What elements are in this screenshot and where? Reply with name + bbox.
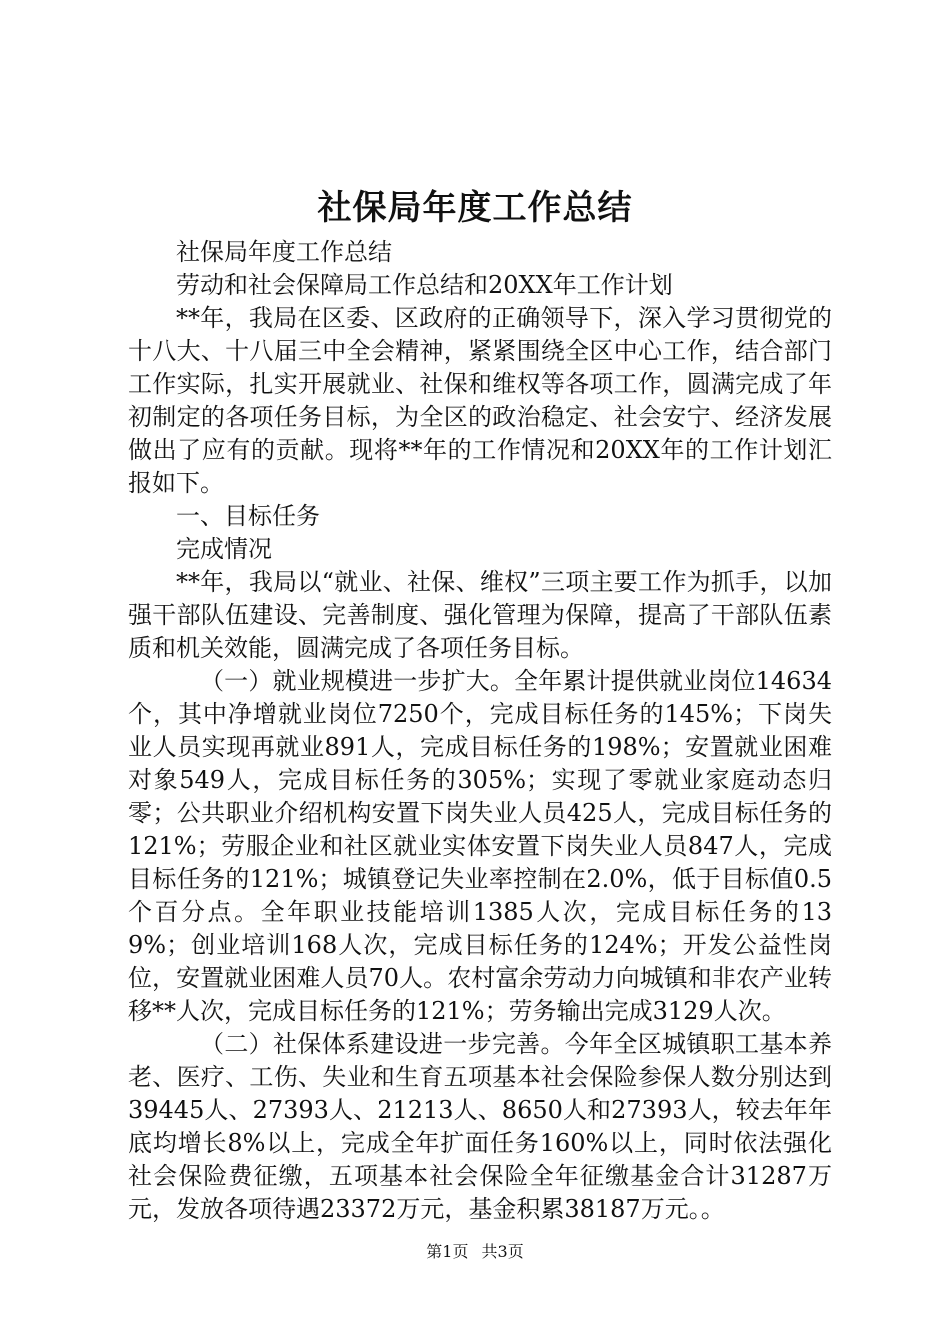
paragraph-overview: **年，我局以“就业、社保、维权”三项主要工作为抓手，以加强干部队伍建设、完善制度、强化管理为保障，提高了干部队伍素质和机关效能，圆满完成了各项任务目标。 bbox=[128, 568, 832, 662]
paragraph-employment: （一）就业规模进一步扩大。全年累计提供就业岗位14634个，其中净增就业岗位7250个，完成目标任务的145%；下岗失业人员实现再就业891人，完成目标任务的198%；安置就业困难对象549人，完成目标任务的305%；实现了零就业家庭动态归零；公共职业介绍机构安置下岗失业人员425人，完成目标任务的121%；劳服企业和社区就业实体安置下岗失业人员847人，完成目标任务的121%；城镇登记失业率控制在2.0%，低于目标值0.5个百分点。全年职业技能培训1385人次，完成目标任务的139%；创业培训168人次，完成目标任务的124%；开发公益性岗位，安置就业困难人员70人。农村富余劳动力向城镇和非农产业转移**人次，完成目标任务的121%；劳务输出完成3129人次。 bbox=[128, 667, 832, 1025]
section-heading-targets: 一、目标任务 bbox=[176, 502, 320, 530]
document-body bbox=[128, 236, 832, 1226]
paragraph-social-security: （二）社保体系建设进一步完善。今年全区城镇职工基本养老、医疗、工伤、失业和生育五项基本社会保险参保人数分别达到39445人、27393人、21213人、8650人和27393人，较去年年底均增长8%以上，完成全年扩面任务160%以上，同时依法强化社会保险费征缴，五项基本社会保险全年征缴基金合计31287万元，发放各项待遇23372万元，基金积累38187万元。。 bbox=[128, 1030, 832, 1223]
page-number: 第1页 bbox=[426, 1242, 469, 1261]
page-total: 共3页 bbox=[481, 1242, 524, 1261]
page-footer bbox=[0, 1240, 950, 1264]
paragraph-heading: 劳动和社会保障局工作总结和20XX年工作计划 bbox=[176, 271, 673, 299]
paragraph-intro: **年，我局在区委、区政府的正确领导下，深入学习贯彻党的十八大、十八届三中全会精神，紧紧围绕全区中心工作，结合部门工作实际，扎实开展就业、社保和维权等各项工作，圆满完成了年初制定的各项任务目标，为全区的政治稳定、社会安宁、经济发展做出了应有的贡献。现将**年的工作情况和20XX年的工作计划汇报如下。 bbox=[128, 304, 832, 497]
paragraph-subtitle: 社保局年度工作总结 bbox=[176, 238, 392, 266]
section-subheading-completion: 完成情况 bbox=[176, 535, 272, 563]
document-title: 社保局年度工作总结 bbox=[317, 188, 633, 228]
